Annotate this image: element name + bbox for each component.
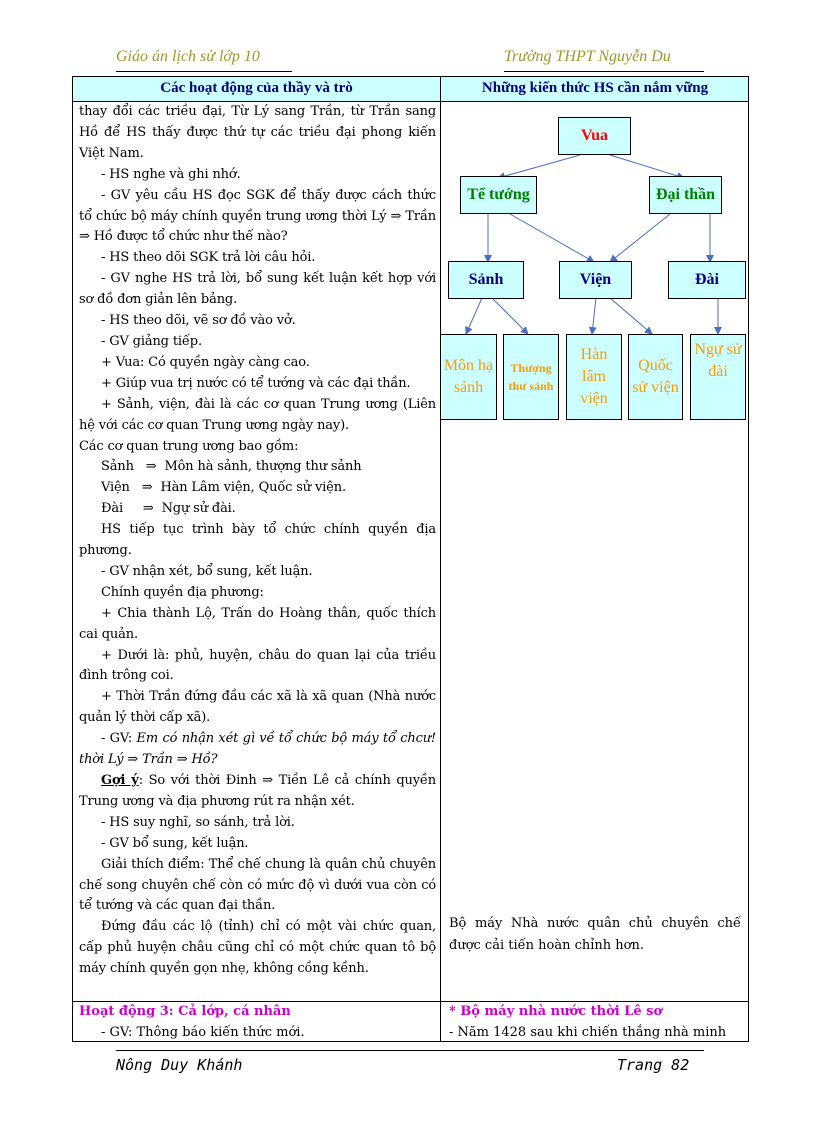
header-left-rule [116, 71, 292, 72]
le-so-title: * Bộ máy nhà nước thời Lê sơ [449, 1004, 663, 1019]
paragraph: - HS theo dõi, vẽ sơ đồ vào vở. [101, 313, 296, 329]
paragraph: thay đổi các triều đại, Từ Lý sang Trần, từ Trần sang Hồ để HS thấy được thứ tự các triều đại phong kiến Việt Nam. [79, 104, 436, 161]
footer-rule [116, 1050, 704, 1051]
box-dai: Đài [668, 261, 746, 299]
table-header-row [73, 77, 748, 102]
activity-3-gv: - GV: Thông báo kiến thức mới. [101, 1025, 305, 1040]
footer-page-number: Trang 82 [617, 1056, 690, 1074]
paragraph: - HS nghe và ghi nhớ. [101, 166, 241, 182]
col-activities-header: Các hoạt động của thầy và trò [160, 80, 353, 96]
box-sanh: Sảnh [448, 261, 524, 299]
paragraph: - HS suy nghĩ, so sánh, trả lời. [101, 814, 295, 830]
activities-text [79, 102, 436, 980]
paragraph: Chính quyền địa phương: [101, 584, 264, 600]
header-right-rule [504, 71, 704, 72]
paragraph: Các cơ quan trung ương bao gồm: [79, 438, 299, 454]
header-left: Giáo án lịch sử lớp 10 [116, 48, 260, 65]
hint-text: : So với thời Đinh ⇒ Tiền Lê cả chính quyền Trung ương và địa phương rút ra nhận xét. [79, 773, 436, 809]
conclusion-text: Bộ máy Nhà nước quân chủ chuyên chế được cải tiến hoàn chỉnh hơn. [449, 916, 741, 953]
paragraph: Sảnh ⇒ Môn hà sảnh, thượng thư sảnh [101, 459, 362, 475]
lesson-table [72, 76, 749, 1042]
box-han-lam-vien: Hàn lâm viện [566, 334, 622, 420]
paragraph: Viện ⇒ Hàn Lâm viện, Quốc sử viện. [101, 480, 346, 496]
hint-label: Gợi ý [101, 773, 139, 788]
paragraph: - GV bổ sung, kết luận. [101, 835, 249, 851]
box-vua: Vua [558, 117, 631, 155]
paragraph: Đài ⇒ Ngự sử đài. [101, 501, 236, 517]
paragraph: - GV giảng tiếp. [101, 333, 202, 349]
row-divider [73, 1001, 748, 1002]
box-dai-than: Đại thần [649, 176, 722, 214]
paragraph: - HS theo dõi SGK trả lời câu hỏi. [101, 250, 316, 266]
paragraph: + Giúp vua trị nước có tể tướng và các đại thần. [101, 375, 411, 391]
paragraph: + Vua: Có quyền ngày càng cao. [101, 354, 310, 370]
box-quoc-su-vien: Quốc sử viện [628, 334, 683, 420]
paragraph: + Sảnh, viện, đài là các cơ quan Trung ương (Liên hệ với các cơ quan Trung ương ngày nay). [79, 396, 436, 433]
paragraph: + Chia thành Lộ, Trấn do Hoàng thân, quốc thích cai quản. [79, 605, 436, 642]
column-divider [440, 77, 441, 1041]
paragraph: HS tiếp tục trình bày tổ chức chính quyền địa phương. [79, 522, 436, 559]
le-so-text: - Năm 1428 sau khi chiến thắng nhà minh [449, 1025, 727, 1040]
box-ngu-su-dai: Ngự sử đài [690, 334, 746, 420]
paragraph [79, 771, 436, 813]
gv-question: Em có nhận xét gì về tổ chức bộ máy tổ chcư! thời Lý ⇒ Trần ⇒ Hồ? [79, 731, 436, 768]
box-te-tuong: Tể tướng [460, 176, 537, 214]
footer-author: Nông Duy Khánh [116, 1056, 243, 1074]
paragraph: - GV yêu cầu HS đọc SGK để thấy được cách thức tổ chức bộ máy chính quyền trung ương thời Lý ⇒ Trần ⇒ Hồ được tổ chức như thế nào? [79, 187, 436, 245]
header-right: Trường THPT Nguyễn Du [504, 48, 671, 65]
activity-3-title: Hoạt động 3: Cả lớp, cá nhân [79, 1004, 291, 1019]
box-vien: Viện [559, 261, 632, 299]
paragraph: + Thời Trần đứng đầu các xã là xã quan (Nhà nước quản lý thời cấp xã). [79, 689, 436, 726]
paragraph [79, 729, 436, 771]
gv-prefix: - GV: [101, 731, 137, 747]
paragraph: Giải thích điểm: Thể chế chung là quân chủ chuyên chế song chuyên chế còn có mức độ vì dưới vua còn có tể tướng và các quan đại thần. [79, 856, 436, 914]
box-thuong-thu-sanh: Thượng thư sảnh [503, 334, 559, 420]
paragraph: Đứng đầu các lộ (tỉnh) chỉ có một vài chức quan, cấp phủ huyện châu cũng chỉ có một chức quan tô bộ máy chính quyền gọn nhẹ, không cồng kềnh. [79, 919, 436, 977]
paragraph: - GV nghe HS trả lời, bổ sung kết luận kết hợp với sơ đồ đơn giản lên bảng. [79, 271, 436, 308]
box-mon-ha-sanh: Môn hạ sảnh [440, 334, 497, 420]
paragraph: - GV nhận xét, bổ sung, kết luận. [101, 563, 313, 579]
paragraph: + Dưới là: phủ, huyện, châu do quan lại của triều đình trông coi. [79, 647, 436, 684]
col-knowledge-header: Những kiến thức HS cần nắm vững [481, 80, 709, 96]
